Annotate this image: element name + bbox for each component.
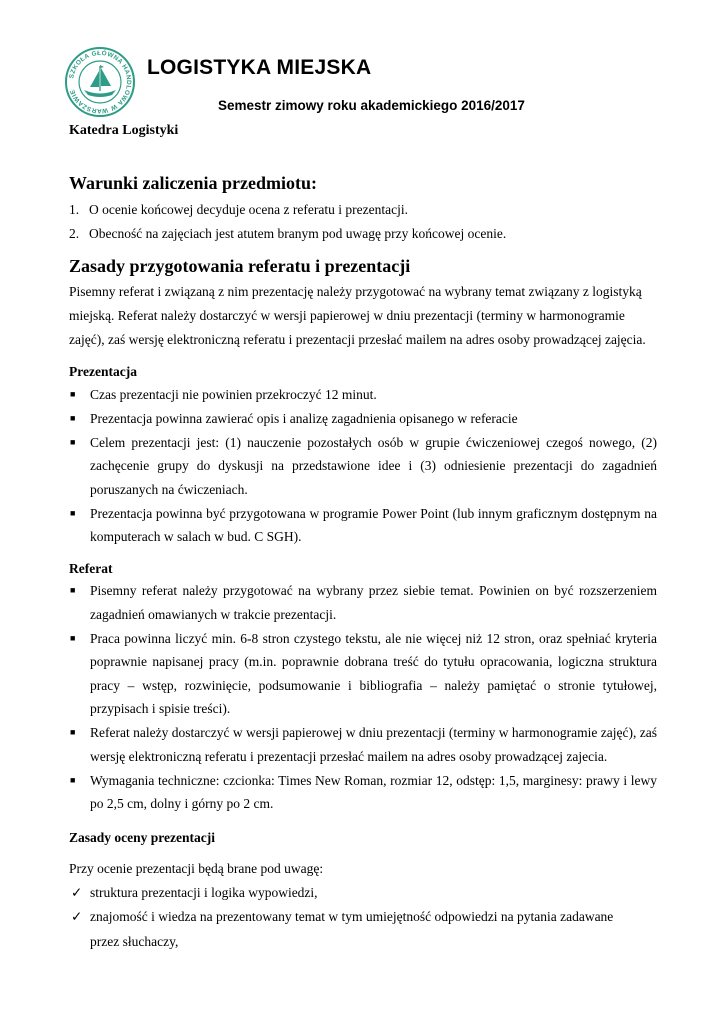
list-item-text: Celem prezentacji jest: (1) nauczenie pozostałych osób w grupie ćwiczeniowej czegoś nowego, (2) zachęcenie grupy do dyskusji na przedstawione idee i (3) odniesienie prezentacji do zagadnień poruszanych na ćwiczeniach. <box>90 434 657 497</box>
list-item <box>69 721 657 768</box>
square-bullet-icon: ■ <box>70 436 76 447</box>
conditions-item <box>69 222 657 246</box>
paper-heading: Referat <box>69 560 113 576</box>
semester-subtitle: Semestr zimowy roku akademickiego 2016/2017 <box>218 98 525 113</box>
list-item <box>69 383 657 407</box>
rules-heading: Zasady przygotowania referatu i prezentacji <box>69 256 411 276</box>
list-item-text: Referat należy dostarczyć w wersji papierowej w dniu prezentacji (terminy w harmonogramie zajęć), zaś wersję elektroniczną referatu i prezentacji przesłać mailem na adres osoby prowadzącej zajecia. <box>90 725 657 764</box>
square-bullet-icon: ■ <box>70 632 76 643</box>
conditions-item <box>69 198 657 222</box>
presentation-heading: Prezentacja <box>69 364 137 379</box>
list-item <box>69 769 657 816</box>
list-item-text: znajomość i wiedza na prezentowany temat w tym umiejętność odpowiedzi na pytania zadawane przez słuchaczy, <box>90 909 614 949</box>
square-bullet-icon: ■ <box>70 727 76 737</box>
conditions-heading: Warunki zaliczenia przedmiotu: <box>69 173 317 193</box>
list-item-text: struktura prezentacji i logika wypowiedzi, <box>90 884 318 900</box>
sgh-logo-icon <box>64 46 136 118</box>
list-item-text: Prezentacja powinna zawierać opis i analizę zagadnienia opisanego w referacie <box>90 410 518 426</box>
list-item-text: Czas prezentacji nie powinien przekroczyć 12 minut. <box>90 386 377 402</box>
square-bullet-icon: ■ <box>70 507 76 518</box>
conditions-list <box>69 198 657 246</box>
list-item <box>69 579 657 626</box>
document-title: LOGISTYKA MIEJSKA <box>147 56 372 79</box>
list-item <box>69 407 657 431</box>
grading-heading: Zasady oceny prezentacji <box>69 829 215 845</box>
list-number: 1. <box>69 202 80 217</box>
check-mark-icon: ✓ <box>71 884 83 900</box>
square-bullet-icon: ■ <box>70 412 76 423</box>
list-item-text: Obecność na zajęciach jest atutem branym pod uwagę przy końcowej ocenie. <box>89 226 507 241</box>
list-item-text: Pisemny referat należy przygotować na wybrany przez siebie temat. Powinien on być rozszerzeniem zagadnień omawianych w trakcie prezentacji. <box>90 583 657 622</box>
list-item-text: Wymagania techniczne: czcionka: Times New Roman, rozmiar 12, odstęp: 1,5, marginesy: prawy i lewy po 2,5 cm, dolny i górny po 2 cm. <box>90 772 657 811</box>
document-content <box>69 171 657 954</box>
grading-intro: Przy ocenie prezentacji będą brane pod uwagę: <box>69 860 324 876</box>
list-item <box>69 905 657 954</box>
check-mark-icon: ✓ <box>71 909 83 924</box>
department-name: Katedra Logistyki <box>69 123 179 138</box>
list-item <box>69 881 657 906</box>
square-bullet-icon: ■ <box>70 585 76 595</box>
square-bullet-icon: ■ <box>70 774 76 785</box>
paper-list <box>69 579 657 816</box>
list-item <box>69 627 657 721</box>
list-item <box>69 502 657 549</box>
logo-circular-text: SZKOŁA GŁÓWNA HANDLOWA W WARSZAWIE <box>68 49 133 115</box>
list-item <box>69 431 657 502</box>
presentation-list <box>69 383 657 549</box>
rules-intro: Pisemny referat i związaną z nim prezentację należy przygotować na wybrany temat związany z logistyką miejską. Referat należy dostarczyć w wersji papierowej w dniu prezentacji (terminy w harmonogramie zajęć), zaś wersję elektroniczną referatu i prezentacji przesłać mailem na adres osoby prowadzącej zajęcia. <box>69 284 646 347</box>
grading-list <box>69 881 657 955</box>
list-number: 2. <box>69 226 80 241</box>
list-item-text: Praca powinna liczyć min. 6-8 stron czystego tekstu, ale nie więcej niż 12 stron, oraz spełniać kryteria poprawnie napisanej pracy (m.in. poprawnie dobrana treść do tytułu opracowania, logiczna struktura pracy – wstęp, rozwinięcie, podsumowanie i bibliografia – należy pamiętać o stronie tytułowej, przypisach i spisie treści). <box>90 630 657 716</box>
list-item-text: Prezentacja powinna być przygotowana w programie Power Point (lub innym graficznym dostępnym na komputerach w salach w bud. C SGH). <box>90 505 657 544</box>
list-item-text: O ocenie końcowej decyduje ocena z referatu i prezentacji. <box>89 202 408 217</box>
square-bullet-icon: ■ <box>70 388 76 399</box>
